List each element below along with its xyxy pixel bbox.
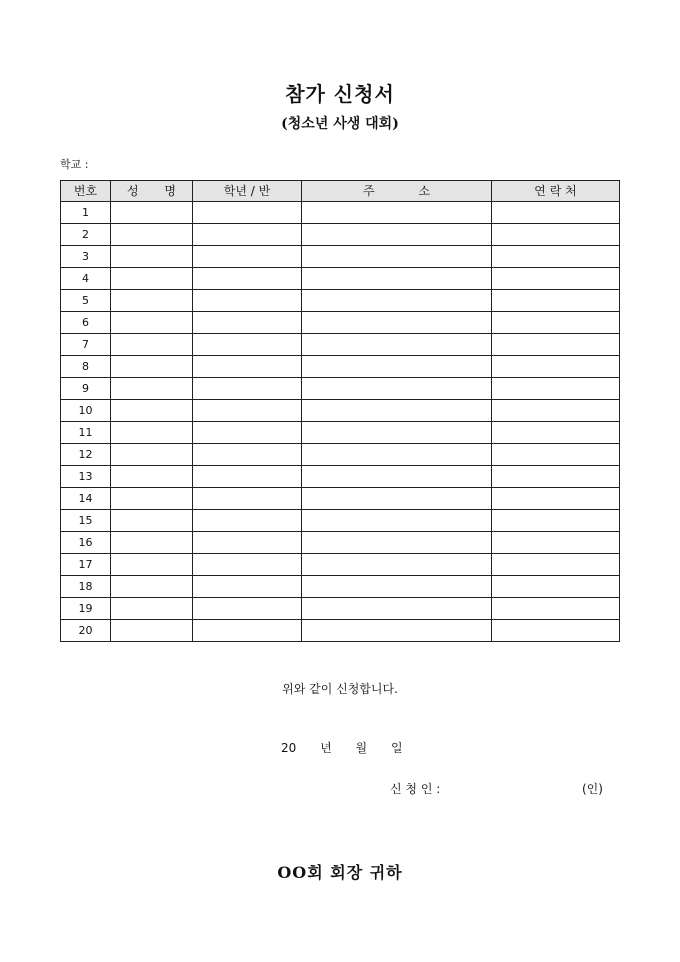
table-row <box>61 290 620 312</box>
participant-table <box>60 180 620 642</box>
grade-class-cell[interactable] <box>193 444 302 466</box>
contact-cell[interactable] <box>492 422 620 444</box>
table-row <box>61 554 620 576</box>
table-row <box>61 246 620 268</box>
name-cell[interactable] <box>111 466 193 488</box>
date-year: 20 <box>281 741 297 755</box>
name-cell[interactable] <box>111 444 193 466</box>
row-number: 17 <box>61 554 111 576</box>
contact-cell[interactable] <box>492 620 620 642</box>
contact-cell[interactable] <box>492 224 620 246</box>
row-number: 2 <box>61 224 111 246</box>
contact-cell[interactable] <box>492 246 620 268</box>
address-cell[interactable] <box>302 224 492 246</box>
header-address: 주 소 <box>302 181 492 202</box>
grade-class-cell[interactable] <box>193 554 302 576</box>
grade-class-cell[interactable] <box>193 510 302 532</box>
name-cell[interactable] <box>111 510 193 532</box>
grade-class-cell[interactable] <box>193 422 302 444</box>
table-row <box>61 378 620 400</box>
row-number: 5 <box>61 290 111 312</box>
address-cell[interactable] <box>302 620 492 642</box>
row-number: 10 <box>61 400 111 422</box>
name-cell[interactable] <box>111 312 193 334</box>
contact-cell[interactable] <box>492 290 620 312</box>
name-cell[interactable] <box>111 422 193 444</box>
grade-class-cell[interactable] <box>193 290 302 312</box>
table-row <box>61 334 620 356</box>
grade-class-cell[interactable] <box>193 400 302 422</box>
form-title: 참가 신청서 <box>285 82 395 106</box>
contact-cell[interactable] <box>492 334 620 356</box>
contact-cell[interactable] <box>492 378 620 400</box>
grade-class-cell[interactable] <box>193 532 302 554</box>
header-number: 번호 <box>61 181 111 202</box>
row-number: 19 <box>61 598 111 620</box>
table-row <box>61 576 620 598</box>
address-cell[interactable] <box>302 576 492 598</box>
name-cell[interactable] <box>111 532 193 554</box>
grade-class-cell[interactable] <box>193 378 302 400</box>
address-cell[interactable] <box>302 488 492 510</box>
header-contact: 연 락 처 <box>492 181 620 202</box>
table-row <box>61 356 620 378</box>
grade-class-cell[interactable] <box>193 356 302 378</box>
recipient-line: OO회 회장 귀하 <box>277 863 403 882</box>
header-name: 성 명 <box>111 181 193 202</box>
row-number: 15 <box>61 510 111 532</box>
row-number: 14 <box>61 488 111 510</box>
grade-class-cell[interactable] <box>193 246 302 268</box>
date-month-unit: 월 <box>355 741 368 755</box>
grade-class-cell[interactable] <box>193 224 302 246</box>
date-year-unit: 년 <box>320 741 332 755</box>
table-row <box>61 268 620 290</box>
name-cell[interactable] <box>111 268 193 290</box>
table-row <box>61 532 620 554</box>
name-cell[interactable] <box>111 576 193 598</box>
contact-cell[interactable] <box>492 576 620 598</box>
address-cell[interactable] <box>302 422 492 444</box>
address-cell[interactable] <box>302 510 492 532</box>
participant-rows <box>61 202 620 642</box>
table-row <box>61 202 620 224</box>
contact-cell[interactable] <box>492 202 620 224</box>
name-cell[interactable] <box>111 554 193 576</box>
grade-class-cell[interactable] <box>193 312 302 334</box>
name-cell[interactable] <box>111 202 193 224</box>
row-number: 4 <box>61 268 111 290</box>
grade-class-cell[interactable] <box>193 598 302 620</box>
name-cell[interactable] <box>111 246 193 268</box>
table-row <box>61 466 620 488</box>
date-line <box>281 739 421 756</box>
table-row <box>61 598 620 620</box>
grade-class-cell[interactable] <box>193 466 302 488</box>
row-number: 1 <box>61 202 111 224</box>
grade-class-cell[interactable] <box>193 620 302 642</box>
address-cell[interactable] <box>302 466 492 488</box>
application-statement: 위와 같이 신청합니다. <box>282 682 398 696</box>
table-row <box>61 400 620 422</box>
table-row <box>61 488 620 510</box>
address-cell[interactable] <box>302 290 492 312</box>
contact-cell[interactable] <box>492 444 620 466</box>
table-row <box>61 510 620 532</box>
contact-cell[interactable] <box>492 400 620 422</box>
seal-label: (인) <box>582 782 603 796</box>
name-cell[interactable] <box>111 488 193 510</box>
row-number: 18 <box>61 576 111 598</box>
contact-cell[interactable] <box>492 268 620 290</box>
name-cell[interactable] <box>111 378 193 400</box>
row-number: 8 <box>61 356 111 378</box>
table-row <box>61 224 620 246</box>
contact-cell[interactable] <box>492 356 620 378</box>
applicant-label: 신 청 인 : <box>390 782 441 796</box>
table-row <box>61 422 620 444</box>
table-row <box>61 312 620 334</box>
address-cell[interactable] <box>302 532 492 554</box>
row-number: 13 <box>61 466 111 488</box>
row-number: 3 <box>61 246 111 268</box>
contact-cell[interactable] <box>492 510 620 532</box>
address-cell[interactable] <box>302 598 492 620</box>
grade-class-cell[interactable] <box>193 334 302 356</box>
grade-class-cell[interactable] <box>193 202 302 224</box>
name-cell[interactable] <box>111 400 193 422</box>
address-cell[interactable] <box>302 268 492 290</box>
name-cell[interactable] <box>111 290 193 312</box>
row-number: 20 <box>61 620 111 642</box>
contact-cell[interactable] <box>492 312 620 334</box>
name-cell[interactable] <box>111 620 193 642</box>
address-cell[interactable] <box>302 334 492 356</box>
row-number: 16 <box>61 532 111 554</box>
address-cell[interactable] <box>302 378 492 400</box>
form-subtitle: (청소년 사생 대회) <box>281 116 399 132</box>
table-row <box>61 444 620 466</box>
address-cell[interactable] <box>302 554 492 576</box>
address-cell[interactable] <box>302 356 492 378</box>
grade-class-cell[interactable] <box>193 268 302 290</box>
contact-cell[interactable] <box>492 554 620 576</box>
name-cell[interactable] <box>111 598 193 620</box>
row-number: 9 <box>61 378 111 400</box>
name-cell[interactable] <box>111 356 193 378</box>
address-cell[interactable] <box>302 202 492 224</box>
address-cell[interactable] <box>302 400 492 422</box>
date-day-unit: 일 <box>390 741 403 755</box>
address-cell[interactable] <box>302 312 492 334</box>
grade-class-cell[interactable] <box>193 488 302 510</box>
name-cell[interactable] <box>111 224 193 246</box>
contact-cell[interactable] <box>492 466 620 488</box>
row-number: 11 <box>61 422 111 444</box>
address-cell[interactable] <box>302 246 492 268</box>
row-number: 7 <box>61 334 111 356</box>
grade-class-cell[interactable] <box>193 576 302 598</box>
name-cell[interactable] <box>111 334 193 356</box>
row-number: 6 <box>61 312 111 334</box>
table-row <box>61 620 620 642</box>
contact-cell[interactable] <box>492 598 620 620</box>
address-cell[interactable] <box>302 444 492 466</box>
contact-cell[interactable] <box>492 488 620 510</box>
contact-cell[interactable] <box>492 532 620 554</box>
header-grade-class: 학년 / 반 <box>193 181 302 202</box>
table-header-row <box>61 181 620 202</box>
school-label: 학교 : <box>60 158 89 171</box>
row-number: 12 <box>61 444 111 466</box>
